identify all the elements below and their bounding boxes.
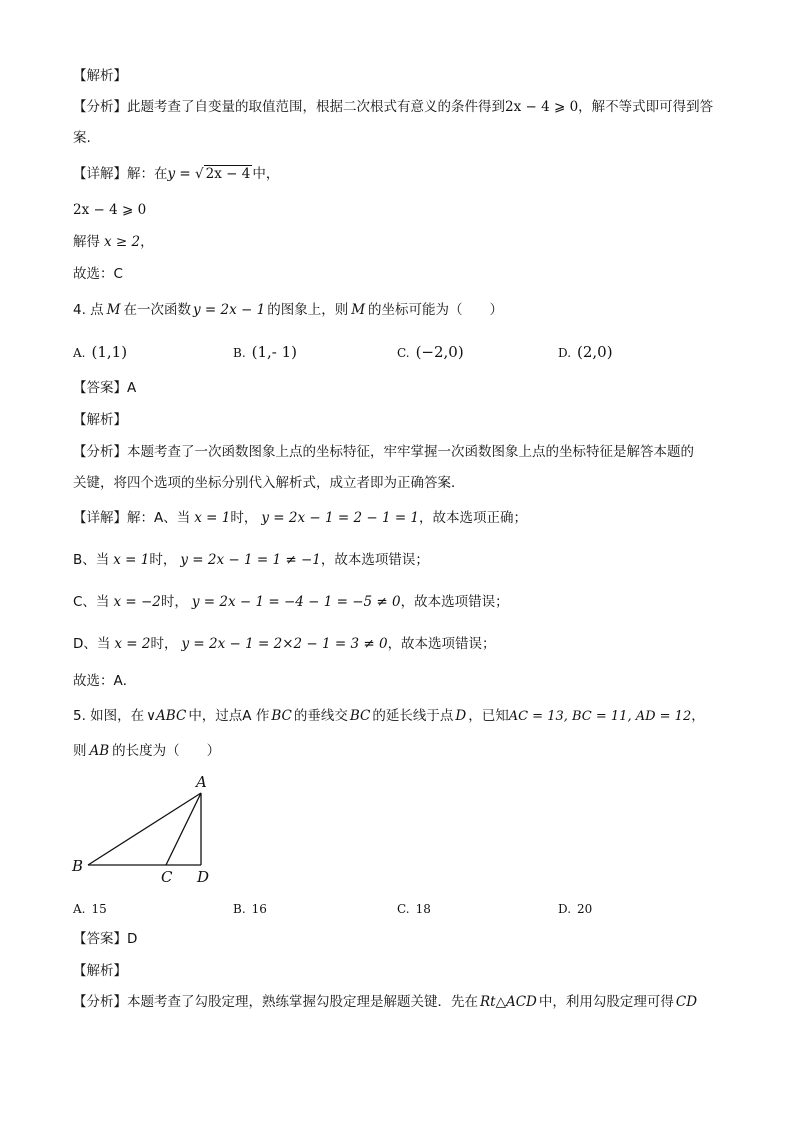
- q3-choice-line: 故选：C: [73, 266, 123, 282]
- q5-answer: 【答案】D: [73, 931, 138, 947]
- q4-option-d[interactable]: [558, 342, 613, 363]
- text: 时，: [230, 510, 258, 526]
- text: 的图象上，则: [267, 302, 349, 318]
- q4-answer: 【答案】A: [73, 380, 137, 396]
- q4-conclusion: 故选：A．: [73, 673, 137, 689]
- text: 时，: [160, 594, 188, 610]
- q4-detail-b: [73, 550, 429, 570]
- function-expr: y = 2x − 1: [193, 302, 266, 318]
- text: ，已知: [468, 708, 509, 724]
- var-y: y: [167, 166, 176, 182]
- text: 【分析】本题考查了勾股定理，熟练掌握勾股定理是解题关键．先在: [73, 994, 478, 1010]
- option-label: C.: [397, 902, 410, 916]
- radicand: 2x − 4: [205, 166, 251, 182]
- given-values: AC = 13, BC = 11, AD = 12: [508, 709, 692, 724]
- text: 【详解】解：在: [73, 166, 168, 182]
- q4-option-a[interactable]: [73, 342, 127, 363]
- option-value: (1,1): [91, 343, 128, 361]
- q4-detail-c: [73, 592, 509, 612]
- label-a: A: [196, 773, 207, 791]
- solution-math: x ≥ 2: [104, 234, 141, 250]
- text: 的长度为（ ）: [112, 743, 221, 759]
- condition: x = 1: [113, 552, 150, 568]
- q4-option-c[interactable]: [397, 342, 464, 363]
- q5-option-b[interactable]: [233, 899, 273, 919]
- equals: =: [175, 166, 196, 182]
- point-M: M: [106, 302, 121, 318]
- option-value: 18: [415, 902, 431, 916]
- text: B、当: [73, 552, 110, 568]
- option-value: 16: [251, 902, 267, 916]
- text: 的坐标可能为（ ）: [368, 302, 504, 318]
- segment-ab: AB: [89, 743, 110, 759]
- q5-option-a[interactable]: [73, 899, 113, 919]
- sqrt-sign: √: [195, 166, 204, 182]
- segment-bc: BC: [271, 708, 292, 724]
- text: ，解不等式即可得到答: [578, 99, 714, 115]
- text: 则: [73, 743, 87, 759]
- segment-bc: BC: [349, 708, 371, 724]
- q5-triangle-figure: [68, 772, 228, 890]
- label-b: B: [72, 857, 84, 875]
- text: ，: [140, 234, 154, 250]
- q5-options: [73, 899, 733, 921]
- text: 时，: [150, 636, 178, 652]
- label-c: C: [161, 868, 173, 886]
- q4-stem: [73, 300, 503, 320]
- text: 【详解】解：A、当: [73, 510, 191, 526]
- text: ，故本选项错误；: [400, 594, 509, 610]
- text: 【分析】此题考查了自变量的取值范围，根据二次根式有意义的条件得到: [73, 99, 505, 115]
- text: 时，: [149, 552, 177, 568]
- inequality: 2x − 4 ⩾ 0: [505, 99, 579, 115]
- option-label: D.: [558, 902, 572, 916]
- condition: x = −2: [113, 594, 161, 610]
- q5-stem-line-1: [73, 706, 705, 727]
- text: 中，: [252, 166, 280, 182]
- q3-detail-line-1: [73, 164, 279, 184]
- q5-option-d[interactable]: [558, 899, 598, 919]
- point-d: D: [455, 708, 467, 724]
- option-value: (−2,0): [415, 343, 464, 361]
- text: D、当: [73, 636, 111, 652]
- label-d: D: [197, 868, 210, 886]
- text: 4. 点: [73, 302, 104, 318]
- text: 5. 如图，在: [73, 708, 145, 724]
- option-value: (2,0): [577, 343, 613, 361]
- computation: y = 2x − 1 = 2×2 − 1 = 3 ≠ 0: [181, 636, 388, 652]
- q4-analysis-line-2: 关键，将四个选项的坐标分别代入解析式，成立者即为正确答案．: [73, 475, 465, 491]
- text: 中，利用勾股定理可得: [538, 994, 674, 1010]
- text: ，故本选项正确；: [419, 510, 528, 526]
- text: 中，过点A 作: [188, 708, 270, 724]
- q5-analysis-heading: 【解析】: [73, 963, 127, 979]
- triangle-abc: ∨ABC: [146, 708, 187, 724]
- q4-analysis-heading: 【解析】: [73, 412, 127, 428]
- q5-stem-line-2: [73, 741, 220, 761]
- computation: y = 2x − 1 = −4 − 1 = −5 ≠ 0: [191, 594, 401, 610]
- q3-analysis-line-1: [73, 97, 713, 117]
- q5-analysis-line-1: [73, 992, 697, 1012]
- q3-solution-line: [73, 232, 154, 252]
- option-label: C.: [397, 346, 410, 360]
- text: ，故本选项错误；: [320, 552, 429, 568]
- text: 解得: [73, 234, 100, 250]
- q3-analysis-heading: 【解析】: [73, 68, 127, 84]
- option-value: 15: [91, 902, 107, 916]
- option-label: D.: [558, 346, 572, 360]
- condition: x = 2: [114, 636, 151, 652]
- text: 的延长线于点: [372, 708, 454, 724]
- segment-cd: CD: [675, 994, 698, 1010]
- condition: x = 1: [194, 510, 231, 526]
- text: ，: [691, 708, 705, 724]
- q4-option-b[interactable]: [233, 342, 297, 363]
- text: ，故本选项错误；: [387, 636, 496, 652]
- right-triangle-acd: Rt△ACD: [480, 994, 537, 1010]
- option-label: B.: [233, 902, 246, 916]
- text: 的垂线交: [293, 708, 348, 724]
- q3-inequality-line: 2x − 4 ⩾ 0: [73, 202, 147, 218]
- text: C、当: [73, 594, 110, 610]
- q4-detail-d: [73, 634, 496, 654]
- q4-detail-a: [73, 508, 527, 528]
- option-value: (1,- 1): [251, 343, 298, 361]
- point-M: M: [351, 302, 366, 318]
- q4-options: [73, 342, 733, 364]
- option-label: A.: [73, 346, 86, 360]
- q5-option-c[interactable]: [397, 899, 437, 919]
- q4-analysis-line-1: 【分析】本题考查了一次函数图象上点的坐标特征，牢牢掌握一次函数图象上点的坐标特征是解答本题的: [73, 444, 694, 460]
- option-label: B.: [233, 346, 246, 360]
- text: 在一次函数: [123, 302, 191, 318]
- option-value: 20: [577, 902, 593, 916]
- option-label: A.: [73, 902, 86, 916]
- computation: y = 2x − 1 = 2 − 1 = 1: [261, 510, 420, 526]
- q3-analysis-line-2: 案.: [73, 130, 91, 146]
- computation: y = 2x − 1 = 1 ≠ −1: [180, 552, 321, 568]
